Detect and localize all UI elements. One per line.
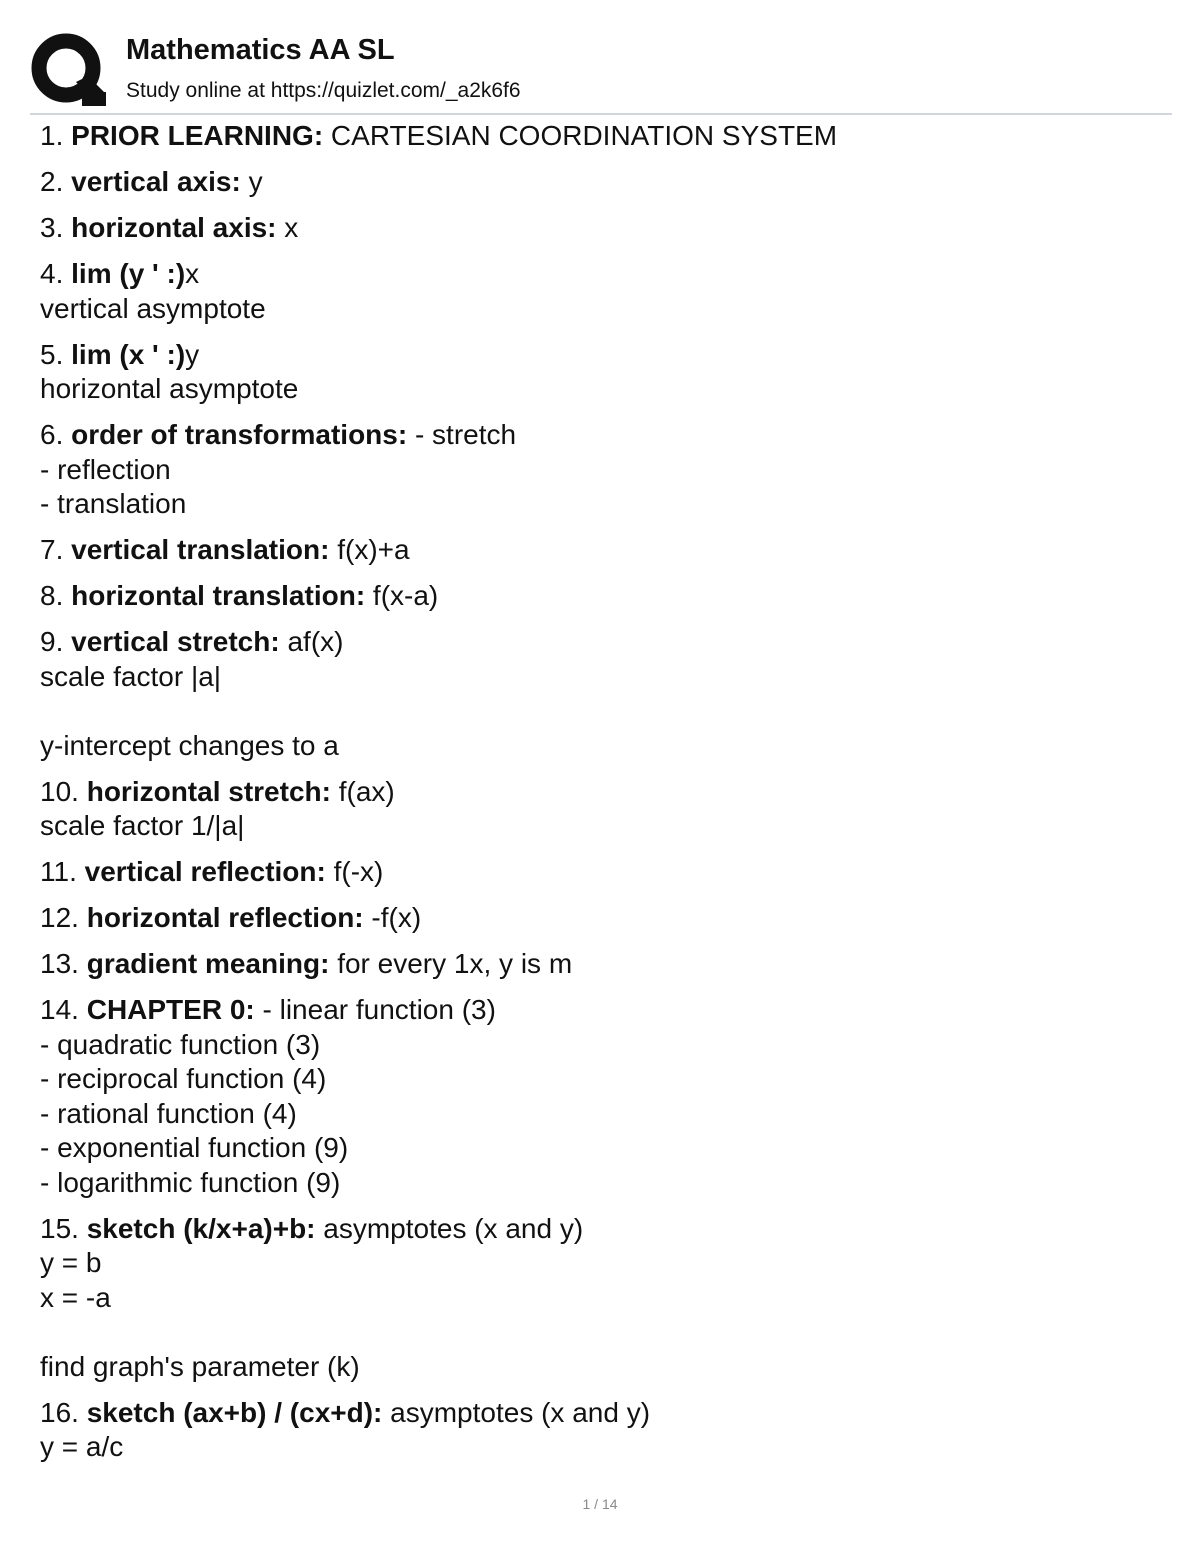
entry-definition-line: - translation bbox=[40, 488, 187, 519]
entry-definition-line: - logarithmic function (9) bbox=[40, 1166, 341, 1198]
entry-number: 2. bbox=[40, 166, 64, 197]
entry-term: horizontal axis: bbox=[71, 212, 277, 243]
entry-first-line bbox=[40, 1212, 1160, 1247]
entry-term: horizontal reflection: bbox=[86, 902, 364, 933]
entry-number: 12. bbox=[40, 902, 79, 933]
entry-number: 10. bbox=[40, 775, 79, 807]
flashcard-entry bbox=[40, 625, 1160, 763]
entry-definition-line: horizontal asymptote bbox=[40, 373, 299, 404]
entry-term: sketch (ax+b) / (cx+d): bbox=[86, 1396, 383, 1428]
flashcard-entry bbox=[40, 579, 1160, 614]
header-divider bbox=[30, 113, 1172, 115]
flashcard-entry bbox=[40, 533, 1160, 568]
entry-number: 8. bbox=[40, 580, 64, 611]
entry-definition-line: y = b bbox=[40, 1247, 102, 1278]
entry-term: lim (y ' :) bbox=[71, 258, 186, 289]
entry-number: 9. bbox=[40, 626, 64, 657]
set-title: Mathematics AA SL bbox=[126, 34, 395, 66]
flashcard-entry bbox=[40, 418, 1160, 522]
flashcard-entry bbox=[40, 993, 1160, 1200]
entry-term: CHAPTER 0: bbox=[86, 994, 255, 1025]
entry-term: horizontal translation: bbox=[71, 580, 366, 611]
entry-term: lim (x ' :) bbox=[71, 338, 186, 370]
entry-definition-line: y-intercept changes to a bbox=[40, 729, 339, 761]
entry-term: gradient meaning: bbox=[86, 948, 330, 979]
entry-definition: - stretch bbox=[414, 419, 517, 450]
entry-definition: y bbox=[248, 166, 263, 197]
entry-number: 13. bbox=[40, 948, 79, 979]
blank-line bbox=[40, 694, 1160, 729]
entry-term: vertical reflection: bbox=[84, 856, 326, 887]
flashcard-entry bbox=[40, 947, 1160, 982]
flashcard-entry bbox=[40, 855, 1160, 890]
entry-number: 6. bbox=[40, 419, 64, 450]
entry-definition: f(ax) bbox=[338, 775, 395, 807]
quizlet-logo-icon bbox=[30, 32, 106, 108]
entry-first-line bbox=[40, 625, 1160, 660]
entry-number: 4. bbox=[40, 258, 64, 289]
page-header bbox=[28, 30, 1173, 114]
entry-first-line bbox=[40, 947, 1160, 982]
entry-first-line bbox=[40, 775, 1160, 810]
entry-definition-line: x = -a bbox=[40, 1281, 111, 1313]
entry-term: vertical translation: bbox=[71, 534, 330, 565]
entry-definition: CARTESIAN COORDINATION SYSTEM bbox=[330, 120, 838, 151]
entry-definition-line: - reflection bbox=[40, 453, 171, 485]
entry-term: PRIOR LEARNING: bbox=[71, 120, 324, 151]
entry-definition: y bbox=[185, 338, 200, 370]
flashcard-entry bbox=[40, 257, 1160, 326]
entry-definition: f(x-a) bbox=[372, 580, 439, 611]
entry-first-line bbox=[40, 855, 1160, 890]
entry-definition: -f(x) bbox=[371, 902, 422, 933]
entry-term: vertical axis: bbox=[71, 166, 241, 197]
page-indicator: 1 / 14 bbox=[582, 1496, 618, 1512]
entry-number: 7. bbox=[40, 534, 64, 565]
entry-definition-line: - quadratic function (3) bbox=[40, 1028, 321, 1060]
entry-number: 1. bbox=[40, 120, 64, 151]
entry-first-line bbox=[40, 993, 1160, 1028]
flashcard-entry bbox=[40, 901, 1160, 936]
blank-line bbox=[40, 1315, 1160, 1350]
entry-definition-line: - rational function (4) bbox=[40, 1097, 297, 1129]
entry-definition: for every 1x, y is m bbox=[337, 948, 573, 979]
flashcard-entry bbox=[40, 1212, 1160, 1385]
entry-definition: f(-x) bbox=[333, 856, 384, 887]
entry-number: 16. bbox=[40, 1396, 79, 1428]
entry-number: 5. bbox=[40, 338, 64, 370]
entry-definition-line: scale factor 1/|a| bbox=[40, 810, 245, 841]
entry-definition-line: vertical asymptote bbox=[40, 292, 266, 324]
entry-first-line bbox=[40, 901, 1160, 936]
entry-definition-line: find graph's parameter (k) bbox=[40, 1350, 360, 1382]
entry-first-line bbox=[40, 257, 1160, 292]
entry-definition: f(x)+a bbox=[337, 534, 410, 565]
flashcard-entry bbox=[40, 1396, 1160, 1465]
entry-definition: af(x) bbox=[287, 626, 344, 657]
entry-term: vertical stretch: bbox=[71, 626, 280, 657]
entry-term: sketch (k/x+a)+b: bbox=[86, 1212, 316, 1244]
entry-number: 11. bbox=[40, 856, 77, 887]
entry-first-line bbox=[40, 165, 1160, 200]
flashcard-entry bbox=[40, 775, 1160, 844]
entry-number: 14. bbox=[40, 994, 79, 1025]
entry-definition: asymptotes (x and y) bbox=[323, 1212, 584, 1244]
entry-term: order of transformations: bbox=[71, 419, 408, 450]
entry-definition-line: - exponential function (9) bbox=[40, 1132, 349, 1163]
flashcard-entry bbox=[40, 119, 1160, 154]
entry-definition: x bbox=[185, 258, 200, 289]
entry-first-line bbox=[40, 418, 1160, 453]
entry-first-line bbox=[40, 119, 1160, 154]
flashcard-entry bbox=[40, 338, 1160, 407]
flashcard-entry bbox=[40, 211, 1160, 246]
entry-definition: asymptotes (x and y) bbox=[390, 1396, 651, 1428]
entry-first-line bbox=[40, 533, 1160, 568]
entry-definition-line: scale factor |a| bbox=[40, 660, 222, 692]
entry-term: horizontal stretch: bbox=[86, 775, 331, 807]
entry-first-line bbox=[40, 338, 1160, 373]
entry-first-line bbox=[40, 579, 1160, 614]
study-online-link[interactable]: Study online at https://quizlet.com/_a2k6f6 bbox=[126, 79, 521, 102]
entry-definition-line: y = a/c bbox=[40, 1431, 124, 1462]
entry-number: 15. bbox=[40, 1212, 79, 1244]
entry-definition: - linear function (3) bbox=[262, 994, 496, 1025]
entry-definition-line: - reciprocal function (4) bbox=[40, 1063, 327, 1094]
flashcard-entry bbox=[40, 165, 1160, 200]
entry-first-line bbox=[40, 211, 1160, 246]
entry-definition: x bbox=[284, 212, 299, 243]
entry-number: 3. bbox=[40, 212, 64, 243]
flashcard-list bbox=[40, 119, 1160, 1476]
entry-first-line bbox=[40, 1396, 1160, 1431]
